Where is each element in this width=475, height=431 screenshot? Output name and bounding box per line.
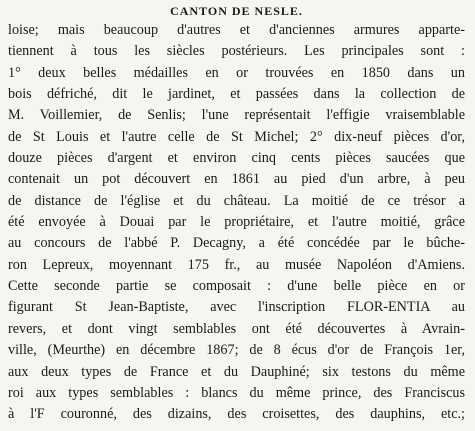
text-line: roi aux types semblables : blancs du même prince, des Franciscus [8,384,465,401]
text-line: tiennent à tous les siècles postérieurs. Les principales sont : [8,43,465,60]
text-line: au concours de l'abbé P. Decagny, a été concédée par le bûche- [8,235,465,252]
text-line: de distance de l'église et du château. La moitié de ce trésor a [8,192,465,209]
text-line: Cette seconde partie se composait : d'une belle pièce en or [8,278,465,295]
text-line: ville, (Meurthe) en décembre 1867; de 8 écus d'or de François 1er, [8,342,465,359]
text-line: ron Lepreux, moyennant 175 fr., au musée Napoléon d'Amiens. [8,256,465,273]
text-line: douze pièces d'argent et environ cinq cents pièces saucées que [8,150,465,167]
text-line: de St Louis et l'autre celle de St Michel; 2° dix-neuf pièces d'or, [8,128,465,145]
body-text [8,20,465,426]
running-header: CANTON DE NESLE. [170,4,303,18]
text-line: à l'F couronné, des dizains, des croisettes, des dauphins, etc.; [8,406,465,423]
text-line: revers, et dont vingt semblables ont été découvertes à Avrain- [8,320,465,337]
text-line: 1° deux belles médailles en or trouvées en 1850 dans un [8,64,465,81]
text-line: M. Voillemier, de Senlis; l'une représentait l'effigie vraisemblable [8,107,465,124]
text-line: bois défriché, dit le jardinet, et passées dans la collection de [8,86,465,103]
text-line: contenait un pot découvert en 1861 au pied d'un arbre, à peu [8,171,465,188]
text-line: été envoyée à Douai par le propriétaire, et l'autre moitié, grâce [8,214,465,231]
text-line: aux deux types de France et du Dauphiné; six testons du même [8,363,465,380]
text-line: loise; mais beaucoup d'autres et d'anciennes armures apparte- [8,22,465,38]
text-line: figurant St Jean-Baptiste, avec l'inscription FLOR-ENTIA au [8,299,465,316]
